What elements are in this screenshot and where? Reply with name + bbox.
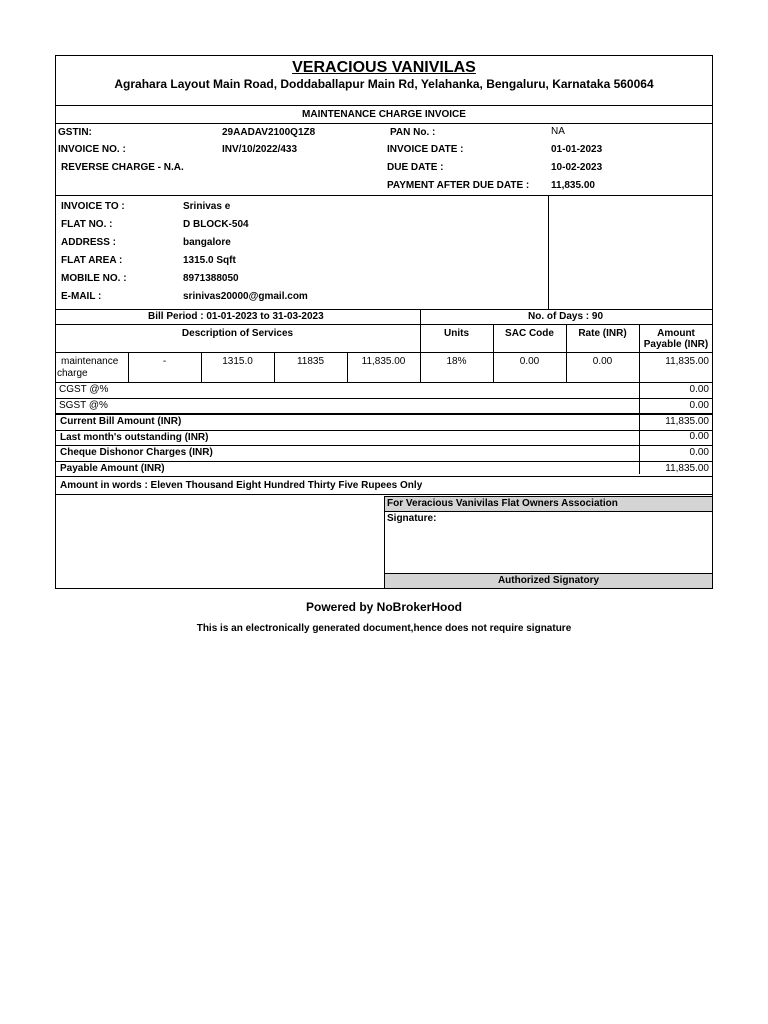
gstin-label: GSTIN: — [58, 127, 92, 138]
row-cell: 1315.0 — [222, 356, 253, 367]
divider — [55, 476, 713, 477]
row-description: maintenance — [61, 356, 119, 367]
divider — [384, 511, 713, 512]
divider — [55, 398, 713, 399]
payable-amount-value: 11,835.00 — [665, 463, 709, 474]
sgst-value: 0.00 — [689, 400, 709, 411]
invoice-no-label: INVOICE NO. : — [58, 144, 126, 155]
invoice-date-value: 01-01-2023 — [551, 144, 603, 155]
pan-value: NA — [551, 126, 565, 137]
divider — [55, 324, 713, 325]
association-label: For Veracious Vanivilas Flat Owners Association — [387, 498, 618, 509]
row-cell: 0.00 — [592, 356, 613, 367]
divider — [420, 309, 421, 325]
society-address: Agrahara Layout Main Road, Doddaballapur Main Rd, Yelahanka, Bengaluru, Karnataka 560064 — [114, 77, 654, 91]
divider — [55, 494, 713, 495]
current-bill-value: 11,835.00 — [665, 416, 709, 427]
current-bill-label: Current Bill Amount (INR) — [60, 416, 182, 427]
row-cell: 11835 — [296, 356, 325, 367]
mobile-label: MOBILE NO. : — [61, 273, 127, 284]
pan-label: PAN No. : — [390, 127, 436, 138]
row-cell: - — [162, 356, 167, 367]
divider — [548, 195, 549, 309]
row-cell: 11,835.00 — [361, 356, 406, 367]
society-title: VERACIOUS VANIVILAS — [292, 59, 476, 76]
document-title: MAINTENANCE CHARGE INVOICE — [302, 109, 466, 120]
last-outstanding-label: Last month's outstanding (INR) — [60, 432, 209, 443]
cheque-dishonor-label: Cheque Dishonor Charges (INR) — [60, 447, 213, 458]
divider — [55, 382, 713, 383]
due-date-label: DUE DATE : — [387, 162, 444, 173]
bill-period: Bill Period : 01-01-2023 to 31-03-2023 — [148, 311, 324, 322]
divider — [55, 413, 713, 415]
due-date-value: 10-02-2023 — [551, 162, 603, 173]
divider — [55, 352, 713, 353]
col-header-units: Units — [444, 328, 469, 339]
flat-area-label: FLAT AREA : — [61, 255, 123, 266]
divider — [55, 105, 713, 106]
col-header-amount: Amount — [657, 328, 695, 339]
email-value: srinivas20000@gmail.com — [183, 291, 308, 302]
divider — [55, 461, 713, 462]
address-value: bangalore — [183, 237, 231, 248]
invoice-date-label: INVOICE DATE : — [387, 144, 464, 155]
col-header-amount-sub: Payable (INR) — [643, 339, 709, 350]
row-cell: 0.00 — [519, 356, 540, 367]
authorized-signatory: Authorized Signatory — [497, 575, 600, 586]
email-label: E-MAIL : — [61, 291, 102, 302]
address-label: ADDRESS : — [61, 237, 117, 248]
gstin-value: 29AADAV2100Q1Z8 — [222, 127, 316, 138]
invoice-to-value: Srinivas e — [183, 201, 231, 212]
row-cell: 18% — [446, 356, 467, 367]
amount-in-words: Amount in words : Eleven Thousand Eight Hundred Thirty Five Rupees Only — [60, 480, 423, 491]
invoice-to-label: INVOICE TO : — [61, 201, 125, 212]
powered-by: Powered by NoBrokerHood — [305, 600, 463, 614]
cgst-value: 0.00 — [689, 384, 709, 395]
divider — [55, 309, 713, 310]
divider — [55, 123, 713, 124]
cgst-label: CGST @% — [59, 384, 109, 395]
payable-amount-label: Payable Amount (INR) — [60, 463, 165, 474]
invoice-no-value: INV/10/2022/433 — [222, 144, 298, 155]
payment-after-label: PAYMENT AFTER DUE DATE : — [387, 180, 530, 191]
row-amount: 11,835.00 — [665, 356, 709, 367]
flat-no-label: FLAT NO. : — [61, 219, 113, 230]
divider — [55, 430, 713, 431]
signature-label: Signature: — [387, 513, 437, 524]
col-header-sac: SAC Code — [505, 328, 554, 339]
sgst-label: SGST @% — [59, 400, 108, 411]
col-header-rate: Rate (INR) — [578, 328, 627, 339]
mobile-value: 8971388050 — [183, 273, 239, 284]
flat-no-value: D BLOCK-504 — [183, 219, 249, 230]
flat-area-value: 1315.0 Sqft — [183, 255, 236, 266]
row-description-cont: charge — [57, 368, 88, 379]
divider — [384, 573, 713, 574]
divider — [55, 445, 713, 446]
divider — [55, 195, 713, 196]
col-header-description: Description of Services — [181, 328, 294, 339]
last-outstanding-value: 0.00 — [689, 431, 709, 442]
number-of-days: No. of Days : 90 — [528, 311, 604, 322]
payment-after-value: 11,835.00 — [551, 180, 595, 191]
reverse-charge: REVERSE CHARGE - N.A. — [61, 162, 184, 173]
cheque-dishonor-value: 0.00 — [689, 447, 709, 458]
electronic-note: This is an electronically generated document,hence does not require signature — [196, 623, 572, 634]
